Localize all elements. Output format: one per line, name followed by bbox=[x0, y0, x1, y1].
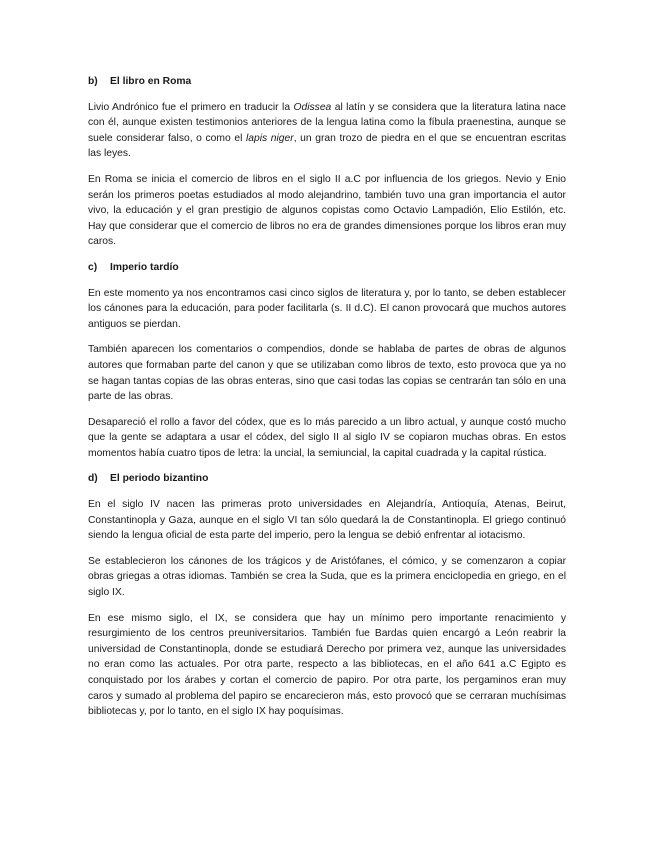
paragraph bbox=[88, 415, 566, 462]
text-run: al latín y se considera que la literatura latina nace con él, aunque existen testimonios anteriores de la lengua latina como la fíbula praenestina, aunque se suele considerar falso, o como el bbox=[88, 101, 566, 144]
section-heading bbox=[88, 260, 566, 276]
paragraph bbox=[88, 342, 566, 404]
text-run: También aparecen los comentarios o compendios, donde se hablaba de partes de obras de algunos autores que formaban parte del canon y que se utilizaban como libros de texto, esto provoca que ya no se hagan tantas copias de las obras enteras, sino que casi todas las copias se centrarán tan sólo en una parte de las obras. bbox=[88, 344, 566, 403]
section-heading bbox=[88, 74, 566, 90]
italic-text: lapis niger bbox=[245, 132, 294, 144]
section-title: El libro en Roma bbox=[110, 76, 192, 87]
paragraph bbox=[88, 611, 566, 720]
paragraph bbox=[88, 554, 566, 601]
paragraph bbox=[88, 100, 566, 162]
text-run: En Roma se inicia el comercio de libros en el siglo II a.C por influencia de los griegos. Nevio y Enio serán los primeros poetas estudiados al modo alejandrino, también tuvo una gran importancia el autor vivo, la educación y el gran prestigio de algunos copistas como Octavio Lampadión, Elio Estilón, etc. Hay que considerar que el comercio de libros no era de grandes dimensiones porque los libros eran muy caros. bbox=[88, 173, 566, 248]
section-letter: c) bbox=[88, 261, 98, 273]
section-letter: d) bbox=[88, 473, 98, 485]
text-run: En este momento ya nos encontramos casi cinco siglos de literatura y, por lo tanto, se deben establecer los cánones para la educación, para poder facilitarla (s. II d.C). El canon provocará que muchos autores antiguos se pierdan. bbox=[88, 287, 566, 330]
text-run: Desapareció el rollo a favor del códex, que es lo más parecido a un libro actual, y aunque costó mucho que la gente se adaptara a usar el códex, del siglo II al siglo IV se copiaron muchas obras. En estos momentos había cuatro tipos de letra: la uncial, la semiuncial, la capital cuadrada y la capital rústica. bbox=[88, 416, 566, 459]
section-heading bbox=[88, 471, 566, 487]
text-run: , un gran trozo de piedra en el que se encuentran escritas las leyes. bbox=[88, 132, 566, 160]
section-title: El periodo bizantino bbox=[110, 473, 209, 485]
text-run: En ese mismo siglo, el IX, se considera que hay un mínimo pero importante renacimiento y resurgimiento de los centros preuniversitarios. También fue Bardas quien encargó a León reabrir la universidad de Constantinopla, donde se estudiará Derecho por primera vez, aunque las universidades no eran como las actuales. Por otra parte, respecto a las bibliotecas, en el año 641 a.C Egipto es conquistado por los árabes y cortan el comercio de papiro. Por otra parte, los pergaminos eran muy caros y sumado al problema del papiro se encarecieron más, esto provocó que se cerraran muchísimas bibliotecas y, por lo tanto, en el siglo IX hay poquísimas. bbox=[88, 612, 566, 718]
paragraph bbox=[88, 497, 566, 544]
text-run: En el siglo IV nacen las primeras proto universidades en Alejandría, Antioquía, Atenas, Beirut, Constantinopla y Gaza, aunque en el siglo VI tan sólo quedará la de Constantinopla. El griego continuó siendo la lengua oficial de esta parte del imperio, pero la lengua se debió enfrentar al iotacismo. bbox=[88, 499, 566, 542]
text-run: Livio Andrónico fue el primero en traducir la bbox=[88, 101, 294, 113]
text-run: Se establecieron los cánones de los trágicos y de Aristófanes, el cómico, y se comenzaron a copiar obras griegas a otras idiomas. También se crea la Suda, que es la primera enciclopedia en griego, en el siglo IX. bbox=[88, 555, 566, 599]
section-letter: b) bbox=[88, 76, 98, 87]
paragraph bbox=[88, 172, 566, 250]
section-title: Imperio tardío bbox=[110, 261, 179, 273]
document-page bbox=[88, 74, 566, 720]
paragraph bbox=[88, 286, 566, 333]
italic-text: Odissea bbox=[293, 101, 332, 113]
